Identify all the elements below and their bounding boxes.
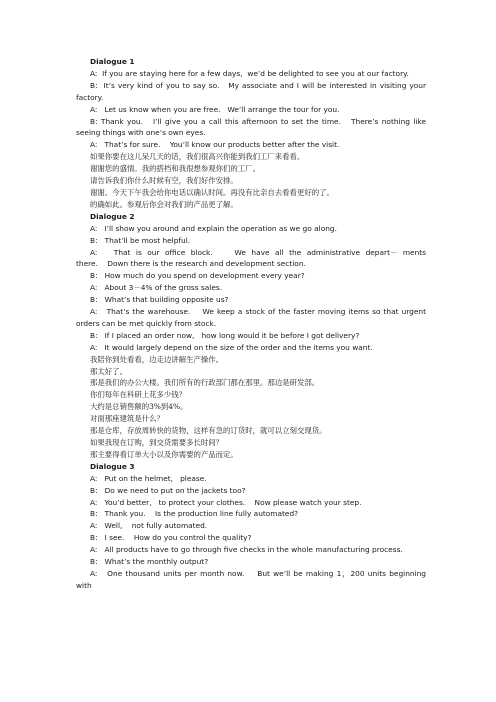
dialogue-line: B: That’ll be most helpful. [90,235,191,245]
dialogue-line: B: I see. How do you control the quality? [90,533,252,543]
dialogue-line: A: Let us know when you are free. We’ll arrange the tour for you. [90,104,340,114]
dialogue-line: A: Well, not fully automated. [90,521,208,531]
dialogue-line: A: It would largely depend on the size of the order and the items you want. [90,342,373,352]
chinese-line: 如果你要在这儿呆几天的话，我们很高兴你能到我们工厂来看看。 [90,152,305,162]
dialogue-line: B: Thank you. Is the production line fully automated? [90,509,299,519]
dialogue-line: A: One thousand units per month now. But we’ll be making 1，200 units beginning with [76,568,426,590]
dialogue-line: B: Do we need to put on the jackets too? [90,485,246,495]
chinese-line: 你们每年在科研上花多少钱？ [90,390,187,400]
dialogue-line: A: Put on the helmet, please. [90,473,207,483]
chinese-line: 如果我现在订购，到交货需要多长时间？ [90,438,224,447]
dialogue-line: B: What’s the monthly output? [90,557,209,567]
dialogue-line: A: That’s the warehouse. We keep a stock of the faster moving items so that urgent orders can be met quickly from stock. [76,307,426,328]
chinese-line: 大约是总销售额的3%到4%。 [90,402,188,412]
chinese-line: 谢谢。今天下午我会给你电话以确认时间。再没有比亲自去看看更好的了。 [90,187,334,197]
dialogue-heading: Dialogue 3 [90,461,135,471]
chinese-line: 请告诉我们你什么时候有空，我们好作安排。 [90,176,238,186]
dialogue-heading: Dialogue 2 [90,211,135,221]
dialogue-line: A: If you are staying here for a few days, we’d be delighted to see you at our factory. [90,68,409,78]
dialogue-line: B: If I placed an order now, how long would it be before I got delivery? [90,330,360,340]
chinese-line: 的确如此。参观后你会对我们的产品更了解。 [90,199,238,209]
dialogue-line: B: Thank you. I’ll give you a call this afternoon to set the time. There’s nothing like seeing things with one’s own eyes. [76,116,426,138]
chinese-line: 我陪你到处看看，边走边讲解生产操作。 [90,354,224,364]
chinese-line: 那太好了。 [90,366,127,376]
dialogue-heading: Dialogue 1 [90,57,135,66]
chinese-line: 谢谢您的盛情。我的搭档和我很想参观你们的工厂。 [90,164,260,174]
dialogue-line: A: That is our office block. We have all the administrative depart－ ments there. Down there is the research and development section. [76,247,426,269]
dialogue-line: A: You’d better, to protect your clothes. Now please watch your step. [90,497,362,507]
dialogue-line: B: What’s that building opposite us? [90,295,229,305]
dialogue-line: A: That’s for sure. You’ll know our products better after the visit. [90,140,340,150]
chinese-line: 那是我们的办公大楼。我们所有的行政部门都在那里。那边是研发部。 [90,378,320,388]
document-page [76,56,426,592]
chinese-line: 对面那座建筑是什么？ [90,414,164,424]
dialogue-line: B: How much do you spend on development every year? [90,271,305,281]
dialogue-line: A: About 3－4% of the gross sales. [90,283,223,293]
chinese-line: 那主要得看订单大小以及你需要的产品而定。 [90,449,238,459]
chinese-line: 那是仓库，存放周转快的货物，这样有急的订货时，就可以立刻交现货。 [90,426,327,436]
dialogue-line: A: All products have to go through five checks in the whole manufacturing process. [90,545,403,555]
dialogue-line: A: I’ll show you around and explain the operation as we go along. [90,223,337,233]
dialogue-line: B: It’s very kind of you to say so. My associate and I will be interested in visiting your factory. [76,80,426,102]
